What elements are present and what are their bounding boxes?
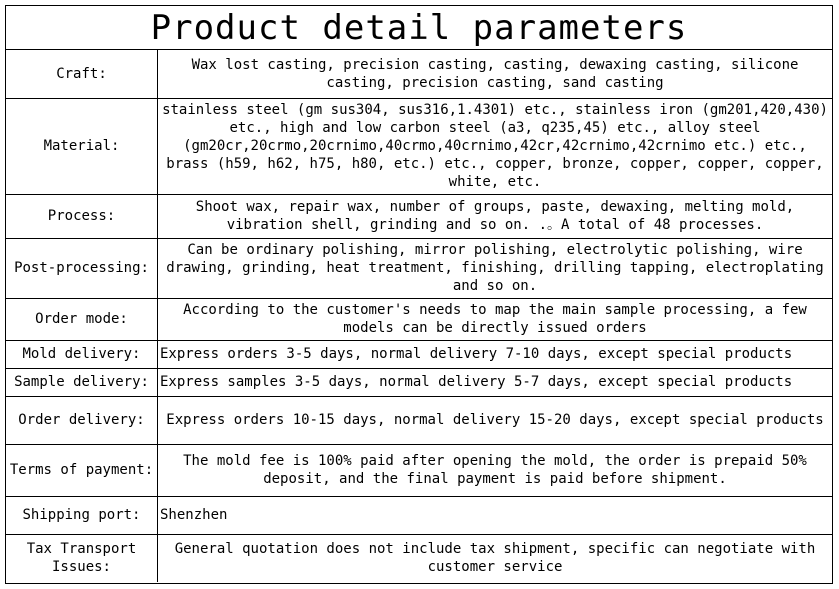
row-value: Express orders 10-15 days, normal delivery 15-20 days, except special products bbox=[158, 396, 833, 444]
row-value: Can be ordinary polishing, mirror polishing, electrolytic polishing, wire drawing, grinding, heat treatment, finishing, drilling tapping, electroplating and so on. bbox=[158, 238, 833, 298]
table-row bbox=[6, 534, 832, 582]
row-label: Tax Transport Issues: bbox=[6, 534, 158, 582]
parameters-sheet bbox=[5, 5, 833, 584]
parameters-table bbox=[6, 50, 832, 582]
table-row bbox=[6, 340, 832, 368]
row-label: Sample delivery: bbox=[6, 368, 158, 396]
row-label: Process: bbox=[6, 194, 158, 238]
page-title: Product detail parameters bbox=[6, 6, 832, 50]
table-row bbox=[6, 50, 832, 98]
row-label: Terms of payment: bbox=[6, 444, 158, 496]
row-label: Shipping port: bbox=[6, 496, 158, 534]
table-row bbox=[6, 98, 832, 194]
row-value: According to the customer's needs to map the main sample processing, a few models can be directly issued orders bbox=[158, 298, 833, 340]
row-value: Shenzhen bbox=[158, 496, 833, 534]
table-row bbox=[6, 444, 832, 496]
row-label: Material: bbox=[6, 98, 158, 194]
table-row bbox=[6, 238, 832, 298]
row-value: stainless steel (gm sus304, sus316,1.4301) etc., stainless iron (gm201,420,430) etc., high and low carbon steel (a3, q235,45) etc., alloy steel (gm20cr,20crmo,20crnimo,40crmo,40crnimo,42cr,42crnimo,42crnimo etc.) etc., brass (h59, h62, h75, h80, etc.) etc., copper, bronze, copper, copper, copper, white, etc. bbox=[158, 98, 833, 194]
row-value: Wax lost casting, precision casting, casting, dewaxing casting, silicone casting, precision casting, sand casting bbox=[158, 50, 833, 98]
table-row bbox=[6, 298, 832, 340]
row-label: Order mode: bbox=[6, 298, 158, 340]
table-row bbox=[6, 368, 832, 396]
row-value: Shoot wax, repair wax, number of groups, paste, dewaxing, melting mold, vibration shell, grinding and so on. .。A total of 48 processes. bbox=[158, 194, 833, 238]
table-row bbox=[6, 496, 832, 534]
row-label: Craft: bbox=[6, 50, 158, 98]
row-value: General quotation does not include tax shipment, specific can negotiate with customer service bbox=[158, 534, 833, 582]
row-label: Mold delivery: bbox=[6, 340, 158, 368]
table-row bbox=[6, 194, 832, 238]
row-value: Express samples 3-5 days, normal delivery 5-7 days, except special products bbox=[158, 368, 833, 396]
row-label: Post-processing: bbox=[6, 238, 158, 298]
row-label: Order delivery: bbox=[6, 396, 158, 444]
row-value: The mold fee is 100% paid after opening the mold, the order is prepaid 50% deposit, and the final payment is paid before shipment. bbox=[158, 444, 833, 496]
table-row bbox=[6, 396, 832, 444]
row-value: Express orders 3-5 days, normal delivery 7-10 days, except special products bbox=[158, 340, 833, 368]
